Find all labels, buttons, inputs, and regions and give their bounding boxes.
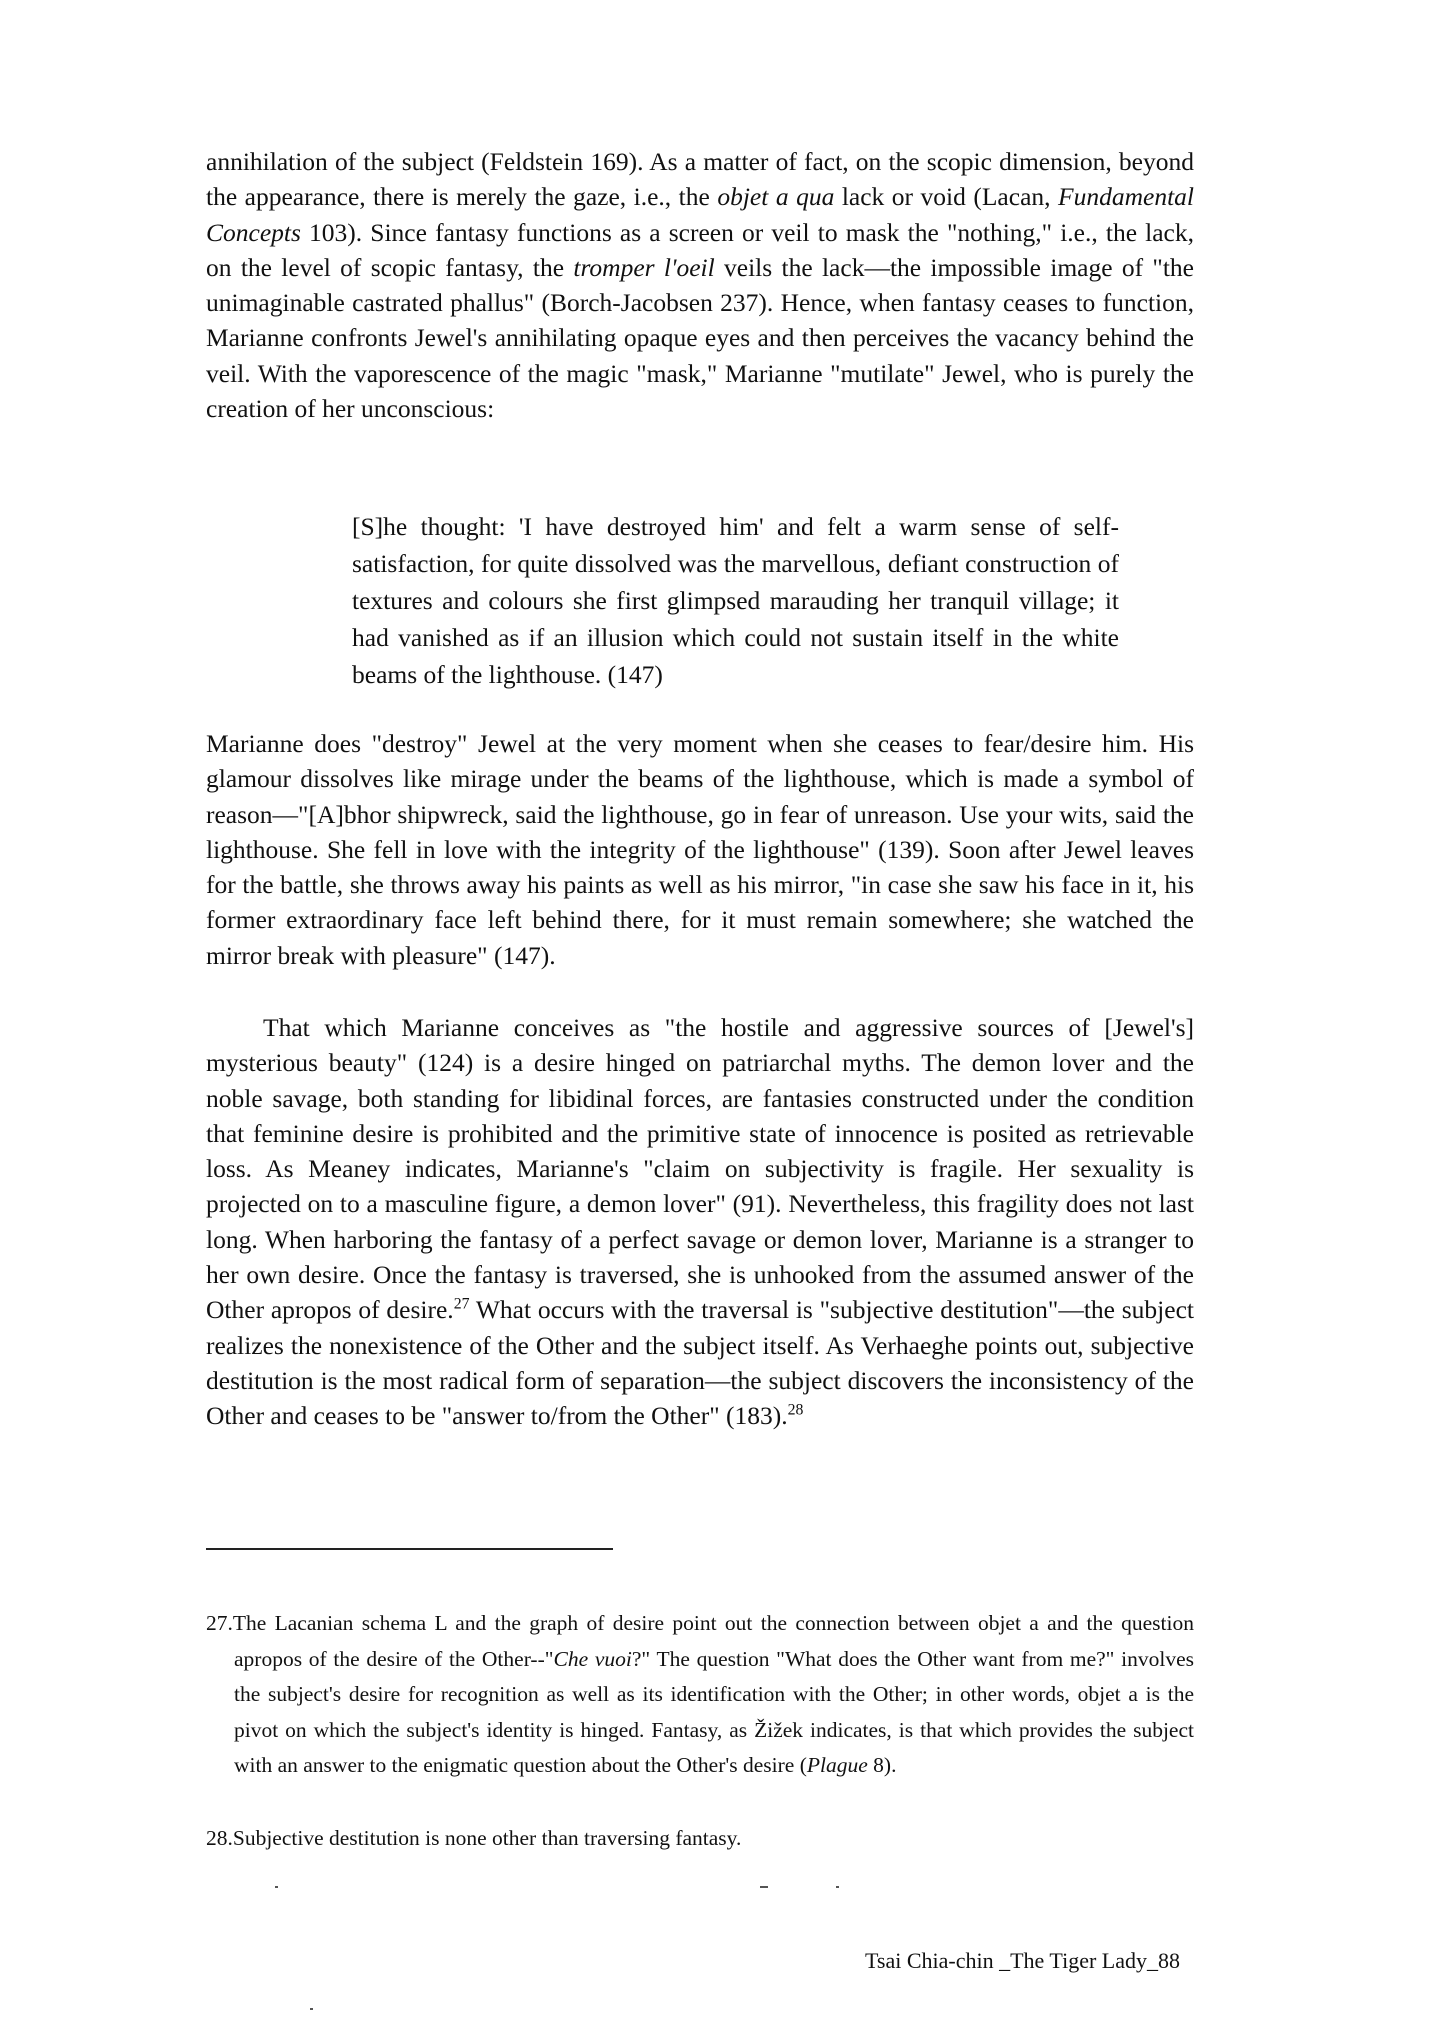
text-run: 103). Since fantasy functions as a screen or veil to mask the "nothing," i.e., the lack, on the level of scopic fantasy, the xyxy=(206,217,1194,282)
text-run: Marianne does "destroy" Jewel at the very moment when she ceases to fear/desire him. His glamour dissolves like mirage under the beams of the lighthouse, which is made a symbol of reason—"[A]bhor shipwreck, said the lighthouse, go in fear of unreason. Use your wits, said the lighthouse. She fell in love with the integrity of the lighthouse" (139). Soon after Jewel leaves for the battle, she throws away his paints as well as his mirror, "in case she saw his face in it, his former extraordinary face left behind there, for it must remain somewhere; she watched the mirror break with pleasure" (147). xyxy=(206,729,1194,970)
text-run: What occurs with the traversal is "subjective destitution"—the subject realizes the nonexistence of the Other and the subject itself. As Verhaeghe points out, subjective destitution is the most radical form of separation—the subject discovers the inconsistency of the Other and ceases to be "answer to/from the Other" (183). xyxy=(206,1295,1194,1431)
scan-speck xyxy=(836,1886,839,1888)
footnote-separator xyxy=(206,1548,613,1550)
italic-run: Fundamental Concepts xyxy=(206,182,1194,247)
text-run: 27.The Lacanian schema L and the graph of desire point out the connection between objet a and the question apropos of the desire of the Other--" xyxy=(206,1611,1194,1671)
text-run: That which Marianne conceives as "the hostile and aggressive sources of [Jewel's] mysterious beauty" (124) is a desire hinged on patriarchal myths. The demon lover and the noble savage, both standing for libidinal forces, are fantasies constructed under the condition that feminine desire is prohibited and the primitive state of innocence is posited as retrievable loss. As Meaney indicates, Marianne's "claim on subjectivity is fragile. Her sexuality is projected on to a masculine figure, a demon lover" (91). Nevertheless, this fragility does not last long. When harboring the fantasy of a perfect savage or demon lover, Marianne is a stranger to her own desire. Once the fantasy is traversed, she is unhooked from the assumed answer of the Other apropos of desire. xyxy=(206,1013,1194,1325)
scan-speck xyxy=(760,1886,768,1888)
italic-run: tromper l'oeil xyxy=(573,252,715,282)
text-run: 8). xyxy=(867,1753,897,1777)
italic-run: objet a qua xyxy=(717,182,835,212)
scan-speck xyxy=(275,1886,278,1888)
page-footer: Tsai Chia-chin _The Tiger Lady_88 xyxy=(865,1948,1180,1973)
body-paragraph-2 xyxy=(206,726,1194,973)
footnote-27 xyxy=(206,1606,1194,1784)
footnote-ref: 28 xyxy=(787,1401,804,1419)
text-run: lack or void (Lacan, xyxy=(834,182,1059,212)
body-paragraph-1 xyxy=(206,144,1194,426)
italic-run: Plague xyxy=(806,1753,868,1777)
footnote-28 xyxy=(206,1821,1194,1857)
italic-run: Che vuoi xyxy=(553,1646,632,1671)
text-run: ?" The question "What does the Other want from me?" involves the subject's desire for recognition as well as its identification with the Other; in other words, objet a is the pivot on which the subject's identity is hinged. Fantasy, as Žižek indicates, is that which provides the subject with an answer to the enigmatic question about the Other's desire ( xyxy=(234,1646,1194,1777)
text-run: veils the lack—the impossible image of "the unimaginable castrated phallus" (Borch-Jacobsen 237). Hence, when fantasy ceases to function, Marianne confronts Jewel's annihilating opaque eyes and then perceives the vacancy behind the veil. With the vaporescence of the magic "mask," Marianne "mutilate" Jewel, who is purely the creation of her unconscious: xyxy=(206,252,1194,424)
text-run: 28.Subjective destitution is none other than traversing fantasy. xyxy=(206,1826,742,1850)
scan-speck xyxy=(310,2008,313,2010)
text-run: [S]he thought: 'I have destroyed him' and felt a warm sense of self-satisfaction, for quite dissolved was the marvellous, defiant construction of textures and colours she first glimpsed marauding her tranquil village; it had vanished as if an illusion which could not sustain itself in the white beams of the lighthouse. (147) xyxy=(352,512,1119,689)
block-quote xyxy=(352,508,1119,693)
body-paragraph-3 xyxy=(206,1010,1194,1434)
footnote-ref: 27 xyxy=(453,1295,470,1313)
text-run: annihilation of the subject (Feldstein 169). As a matter of fact, on the scopic dimension, beyond the appearance, there is merely the gaze, i.e., the xyxy=(206,147,1194,212)
